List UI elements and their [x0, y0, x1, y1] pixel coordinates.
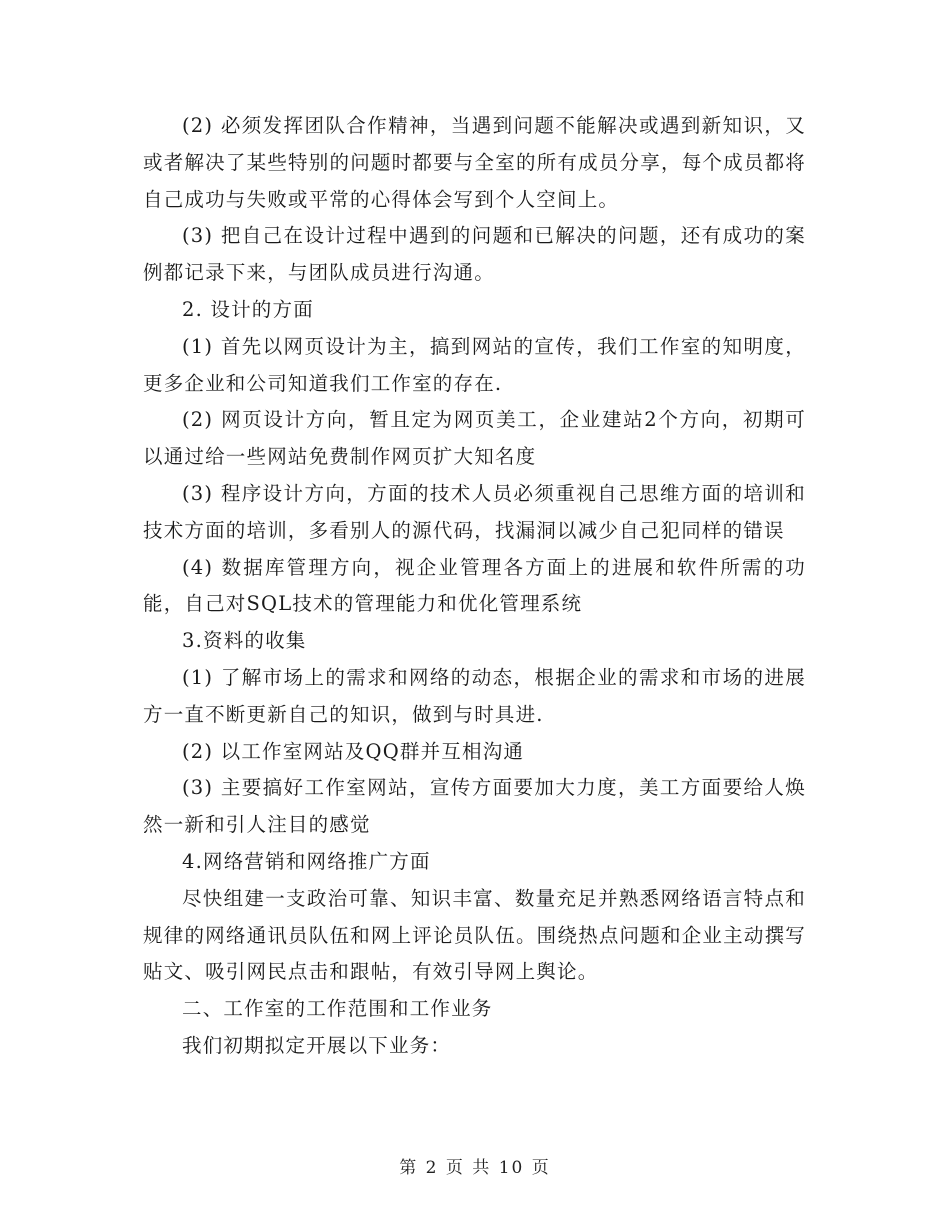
paragraph: (3) 程序设计方向，方面的技术人员必须重视自己思维方面的培训和技术方面的培训，多看别人的源代码，找漏洞以减少自己犯同样的错误: [143, 481, 806, 542]
page-footer: 第 2 页 共 10 页: [399, 1158, 551, 1178]
paragraph: (1) 首先以网页设计为主，搞到网站的宣传，我们工作室的知明度，更多企业和公司知道我们工作室的存在.: [143, 334, 806, 395]
paragraph: 我们初期拟定开展以下业务：: [182, 1033, 452, 1057]
section-heading: 3.资料的收集: [182, 629, 307, 653]
document-body: [143, 108, 806, 1065]
section-heading: 二、工作室的工作范围和工作业务: [182, 997, 493, 1021]
paragraph: (3) 把自己在设计过程中遇到的问题和已解决的问题，还有成功的案例都记录下来，与团队成员进行沟通。: [143, 224, 806, 285]
section-heading: 4.网络营销和网络推广方面: [182, 849, 431, 873]
paragraph: (1) 了解市场上的需求和网络的动态，根据企业的需求和市场的进展方一直不断更新自己的知识，做到与时具进.: [143, 665, 806, 726]
paragraph: (2) 网页设计方向，暂且定为网页美工，企业建站2个方向，初期可以通过给一些网站免费制作网页扩大知名度: [143, 408, 806, 469]
section-heading: 2. 设计的方面: [182, 297, 314, 321]
paragraph: 尽快组建一支政治可靠、知识丰富、数量充足并熟悉网络语言特点和规律的网络通讯员队伍和网上评论员队伍。围绕热点问题和企业主动撰写贴文、吸引网民点击和跟帖，有效引导网上舆论。: [143, 886, 806, 984]
paragraph: (3) 主要搞好工作室网站，宣传方面要加大力度，美工方面要给人焕然一新和引人注目的感觉: [143, 776, 806, 837]
paragraph: (4) 数据库管理方向，视企业管理各方面上的进展和软件所需的功能，自己对SQL技术的管理能力和优化管理系统: [143, 555, 806, 616]
paragraph: (2) 必须发挥团队合作精神，当遇到问题不能解决或遇到新知识，又或者解决了某些特别的问题时都要与全室的所有成员分享，每个成员都将自己成功与失败或平常的心得体会写到个人空间上。: [143, 114, 806, 211]
paragraph: (2) 以工作室网站及QQ群并互相沟通: [182, 739, 525, 763]
